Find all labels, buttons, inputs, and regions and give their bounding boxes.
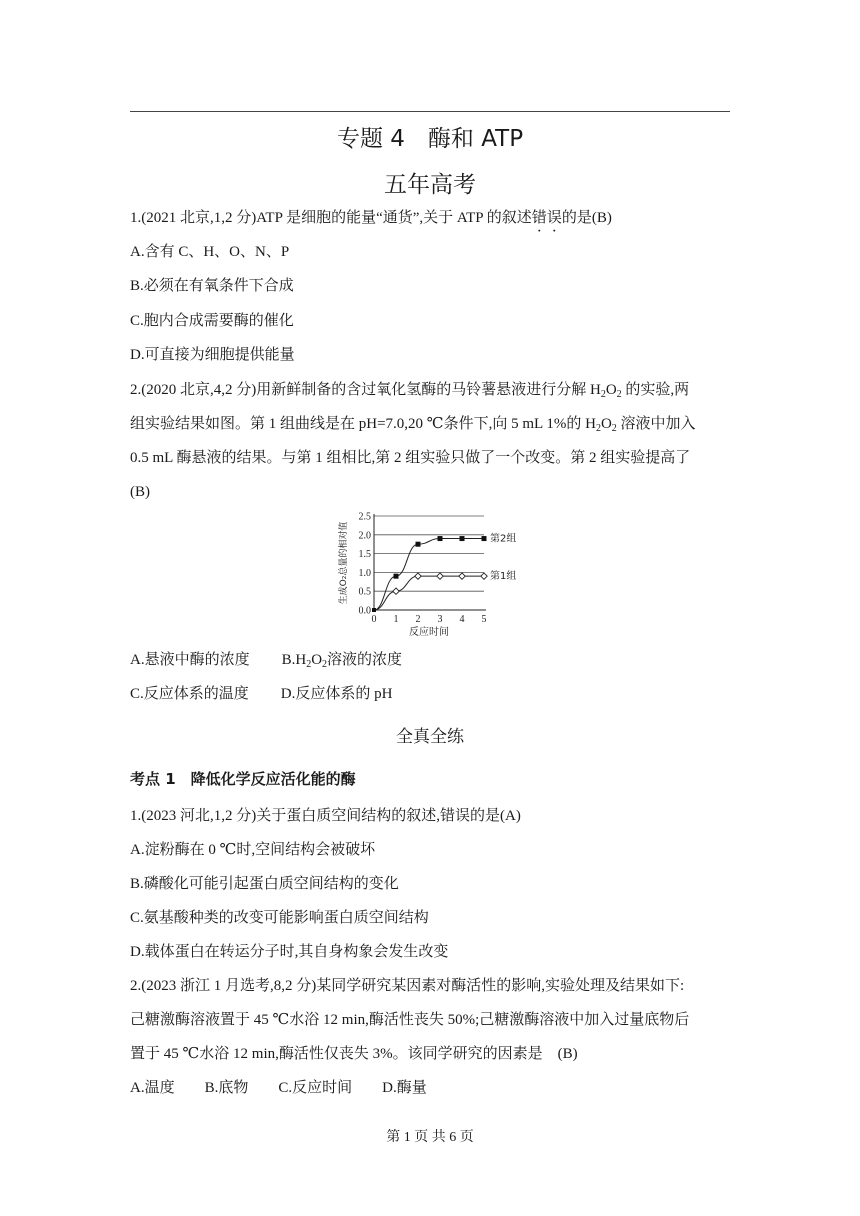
- kaodian-heading: 考点 1 降低化学反应活化能的酶: [130, 770, 356, 788]
- series-label: 第2组: [490, 533, 517, 545]
- x-tick-label: 0: [371, 614, 377, 625]
- q2-stem-line3: 0.5 mL 酶悬液的结果。与第 1 组相比,第 2 组实验只做了一个改变。第 2 组实验提高了: [130, 450, 691, 466]
- data-point: [372, 608, 376, 612]
- y-tick-label: 2.0: [358, 530, 371, 542]
- section-title-quanzhen: 全真全练: [396, 727, 464, 747]
- data-point: [438, 536, 443, 541]
- data-point: [459, 573, 465, 579]
- x-tick-label: 1: [393, 614, 399, 625]
- q4-options: A.温度 B.底物 C.反应时间 D.酶量: [130, 1080, 427, 1096]
- y-axis-label: 生成O₂总量的相对值: [339, 521, 349, 605]
- q3-option-b: B.磷酸化可能引起蛋白质空间结构的变化: [130, 876, 399, 892]
- data-point: [481, 573, 487, 579]
- y-tick-label: 0.0: [358, 605, 371, 617]
- q3-stem: 1.(2023 河北,1,2 分)关于蛋白质空间结构的叙述,错误的是(A): [130, 808, 521, 824]
- data-point: [394, 574, 399, 579]
- q3-option-d: D.载体蛋白在转运分子时,其自身构象会发生改变: [130, 944, 449, 960]
- q2-options-row2: C.反应体系的温度 D.反应体系的 pH: [130, 686, 393, 702]
- page-footer: 第 1 页 共 6 页: [386, 1130, 474, 1145]
- page-title: 专题 4 酶和 ATP: [336, 126, 524, 152]
- x-tick-label: 3: [437, 614, 443, 625]
- o2-chart: [336, 508, 526, 640]
- data-point: [415, 573, 421, 579]
- q2-stem-line4: (B): [130, 484, 150, 500]
- x-tick-label: 4: [459, 614, 465, 625]
- series-label: 第1组: [490, 571, 517, 583]
- q4-stem-line1: 2.(2023 浙江 1 月选考,8,2 分)某同学研究某因素对酶活性的影响,实验处理及结果如下:: [130, 978, 685, 994]
- y-tick-label: 1.5: [358, 549, 371, 561]
- q1-stem: 1.(2021 北京,1,2 分)ATP 是细胞的能量“通货”,关于 ATP 的叙述错误的是(B): [130, 210, 612, 226]
- data-point: [416, 542, 421, 547]
- q1-option-c: C.胞内合成需要酶的催化: [130, 313, 294, 329]
- data-point: [393, 588, 399, 594]
- x-axis-label: 反应时间: [409, 627, 449, 638]
- data-point: [482, 536, 487, 541]
- q4-stem-line3: 置于 45 ℃水浴 12 min,酶活性仅丧失 3%。该同学研究的因素是 (B): [130, 1046, 578, 1062]
- section-title-wunian: 五年高考: [384, 172, 476, 198]
- y-tick-label: 2.5: [358, 511, 371, 523]
- q1-option-d: D.可直接为细胞提供能量: [130, 347, 295, 363]
- y-tick-label: 1.0: [358, 567, 371, 579]
- series-line-1: [374, 539, 484, 610]
- series-line-2: [374, 576, 484, 610]
- q2-stem-line1: 2.(2020 北京,4,2 分)用新鲜制备的含过氧化氢酶的马铃薯悬液进行分解 $H_2O_2$ 的实验,两: [130, 382, 690, 400]
- q1-option-a: A.含有 C、H、O、N、P: [130, 244, 290, 260]
- data-point: [437, 573, 443, 579]
- y-tick-label: 0.5: [358, 586, 371, 598]
- q3-option-a: A.淀粉酶在 0 ℃时,空间结构会被破坏: [130, 842, 376, 858]
- x-tick-label: 5: [481, 614, 487, 625]
- x-tick-label: 2: [415, 614, 421, 625]
- data-point: [460, 536, 465, 541]
- q2-stem-line2: 组实验结果如图。第 1 组曲线是在 pH=7.0,20 ℃条件下,向 5 mL 1%的 $H_2O_2$ 溶液中加入: [130, 416, 696, 434]
- q2-options-row1: A.悬液中酶的浓度 $B.H_2O_2$溶液的浓度: [130, 652, 403, 670]
- q4-stem-line2: 己糖激酶溶液置于 45 ℃水浴 12 min,酶活性丧失 50%;己糖激酶溶液中加入过量底物后: [130, 1012, 690, 1028]
- q1-option-b: B.必须在有氧条件下合成: [130, 278, 294, 294]
- q3-option-c: C.氨基酸种类的改变可能影响蛋白质空间结构: [130, 910, 429, 926]
- header-rule: [130, 111, 730, 112]
